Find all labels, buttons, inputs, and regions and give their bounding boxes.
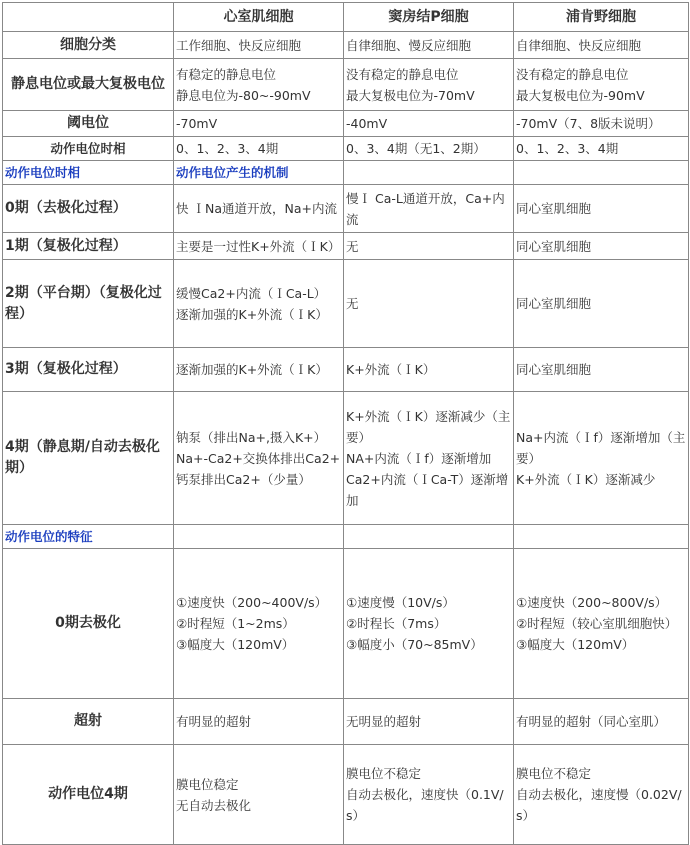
cell-line: 缓慢Ca2+内流（ＩCa-L） [176, 285, 327, 301]
table-cell [174, 699, 344, 745]
row-header: 0期去极化 [3, 549, 174, 699]
table-cell [174, 185, 344, 233]
row-header: 细胞分类 [3, 32, 174, 59]
section-empty [344, 161, 514, 185]
cell-line: ③幅度小（70~85mV） [346, 637, 483, 652]
table-row [3, 392, 689, 525]
cell-line: -70mV [176, 116, 218, 131]
cell-line: ①速度快（200~800V/s） [516, 595, 668, 610]
cell-line: K+外流（ＩK）逐渐减少（主要） [346, 408, 511, 445]
cell-line: 自动去极化，速度快（0.1V/s） [346, 787, 504, 823]
table-cell [344, 745, 514, 845]
row-header: 0期（去极化过程） [3, 185, 174, 233]
header-ventricular: 心室肌细胞 [174, 3, 344, 32]
cell-line: 慢Ｉ Ca-L通道开放，Ca+内流 [346, 190, 505, 227]
cell-line: 自动去极化，速度慢（0.02V/s） [516, 787, 682, 823]
cell-line: 没有稳定的静息电位 [346, 66, 459, 82]
section-empty [514, 525, 689, 549]
table-cell [514, 549, 689, 699]
table-cell [344, 699, 514, 745]
section-label: 动作电位的特征 [3, 525, 174, 549]
header-sinoatrial: 窦房结P细胞 [344, 3, 514, 32]
cell-line: 同心室肌细胞 [516, 296, 592, 311]
cell-line: 快 ＩNa通道开放，Na+内流 [176, 201, 337, 216]
table-cell [514, 59, 689, 111]
table-row [3, 260, 689, 348]
cell-line: -70mV（7、8版未说明） [516, 116, 661, 131]
cell-line: 同心室肌细胞 [516, 362, 592, 377]
row-header: 3期（复极化过程） [3, 348, 174, 392]
table-row [3, 111, 689, 137]
table-cell [174, 32, 344, 59]
cell-line: 自律细胞、慢反应细胞 [346, 37, 472, 53]
cell-line: K+外流（ＩK）逐渐减少 [516, 471, 656, 487]
section-row [3, 161, 689, 185]
cell-line: 钠泵（排出Na+,摄入K+） [176, 429, 327, 445]
table-cell [344, 59, 514, 111]
header-corner [3, 3, 174, 32]
section-empty [344, 525, 514, 549]
cell-line: 无自动去极化 [176, 797, 252, 813]
cell-line: ①速度快（200~400V/s） [176, 595, 328, 610]
cell-line: 无明显的超射 [346, 714, 422, 729]
cell-line: 逐渐加强的K+外流（ＩK） [176, 362, 328, 377]
cell-line: ③幅度大（120mV） [516, 637, 635, 652]
cell-line: 主要是一过性K+外流（ＩK） [176, 238, 341, 254]
row-header: 超射 [3, 699, 174, 745]
cell-line: Na+内流（Ｉf）逐渐增加（主要） [516, 429, 686, 466]
comparison-table [2, 2, 689, 845]
table-row [3, 185, 689, 233]
cell-line: 自律细胞、快反应细胞 [516, 37, 642, 53]
table-cell [514, 185, 689, 233]
table-cell [514, 111, 689, 137]
cell-line: 逐渐加强的K+外流（ＩK） [176, 306, 328, 322]
table-row [3, 233, 689, 260]
cell-line: 无 [346, 296, 359, 311]
cell-line: Na+-Ca2+交换体排出Ca2+ [176, 450, 341, 466]
table-cell [344, 137, 514, 161]
table-cell [514, 233, 689, 260]
table-cell [514, 392, 689, 525]
table-cell [174, 111, 344, 137]
header-row [3, 3, 689, 32]
cell-line: 无 [346, 238, 359, 254]
cell-line: 有明显的超射（同心室肌） [516, 714, 667, 729]
cell-line: 工作细胞、快反应细胞 [176, 37, 302, 53]
cell-line: ③幅度大（120mV） [176, 637, 295, 652]
row-header: 2期（平台期）（复极化过程） [3, 260, 174, 348]
cell-line: 膜电位不稳定 [516, 766, 592, 781]
table-cell [344, 111, 514, 137]
table-cell [174, 260, 344, 348]
cell-line: 有稳定的静息电位 [176, 66, 277, 82]
cell-line: 0、1、2、3、4期 [516, 141, 619, 156]
cell-line: 0、1、2、3、4期 [176, 141, 279, 156]
table-row [3, 549, 689, 699]
cell-line: Ca2+内流（ＩCa-T）逐渐增加 [346, 471, 509, 508]
table-cell [514, 348, 689, 392]
table-cell [514, 260, 689, 348]
cell-line: 钙泵排出Ca2+（少量） [176, 471, 311, 487]
table-cell [174, 549, 344, 699]
section-empty [174, 525, 344, 549]
table-row [3, 59, 689, 111]
cell-line: 0、3、4期（无1、2期） [346, 141, 486, 156]
table-cell [344, 549, 514, 699]
table-cell [174, 348, 344, 392]
section-title: 动作电位产生的机制 [174, 161, 344, 185]
table-cell [344, 260, 514, 348]
row-header: 1期（复极化过程） [3, 233, 174, 260]
table-row [3, 699, 689, 745]
table-row [3, 745, 689, 845]
table-cell [344, 233, 514, 260]
cell-line: -40mV [346, 116, 388, 131]
table-cell [344, 185, 514, 233]
row-header: 4期（静息期/自动去极化期） [3, 392, 174, 525]
table-cell [174, 745, 344, 845]
table-cell [514, 699, 689, 745]
table-cell [174, 392, 344, 525]
cell-line: 有明显的超射 [176, 714, 252, 729]
table-row [3, 32, 689, 59]
cell-line: 膜电位不稳定 [346, 766, 422, 781]
table-cell [514, 745, 689, 845]
table-row [3, 137, 689, 161]
header-purkinje: 浦肯野细胞 [514, 3, 689, 32]
section-label: 动作电位时相 [3, 161, 174, 185]
cell-line: 没有稳定的静息电位 [516, 66, 629, 82]
table-cell [514, 32, 689, 59]
table-cell [174, 233, 344, 260]
cell-line: ②时程长（7ms） [346, 616, 447, 631]
section-empty [514, 161, 689, 185]
row-header: 动作电位4期 [3, 745, 174, 845]
row-header: 阈电位 [3, 111, 174, 137]
cell-line: 同心室肌细胞 [516, 238, 592, 254]
row-header: 静息电位或最大复极电位 [3, 59, 174, 111]
section-row [3, 525, 689, 549]
cell-line: ②时程短（1~2ms） [176, 616, 295, 631]
cell-line: 膜电位稳定 [176, 776, 239, 792]
table-cell [174, 137, 344, 161]
table-cell [344, 32, 514, 59]
table-cell [344, 348, 514, 392]
cell-line: NA+内流（Ｉf）逐渐增加 [346, 450, 492, 466]
cell-line: 最大复极电位为-70mV [346, 87, 475, 103]
cell-line: 同心室肌细胞 [516, 201, 592, 216]
cell-line: 最大复极电位为-90mV [516, 87, 645, 103]
table-cell [174, 59, 344, 111]
table-cell [344, 392, 514, 525]
table-cell [514, 137, 689, 161]
cell-line: ②时程短（较心室肌细胞快） [516, 616, 678, 631]
row-header: 动作电位时相 [3, 137, 174, 161]
cell-line: K+外流（ＩK） [346, 362, 436, 377]
cell-line: ①速度慢（10V/s） [346, 595, 455, 610]
table-row [3, 348, 689, 392]
cell-line: 静息电位为-80~-90mV [176, 87, 311, 103]
